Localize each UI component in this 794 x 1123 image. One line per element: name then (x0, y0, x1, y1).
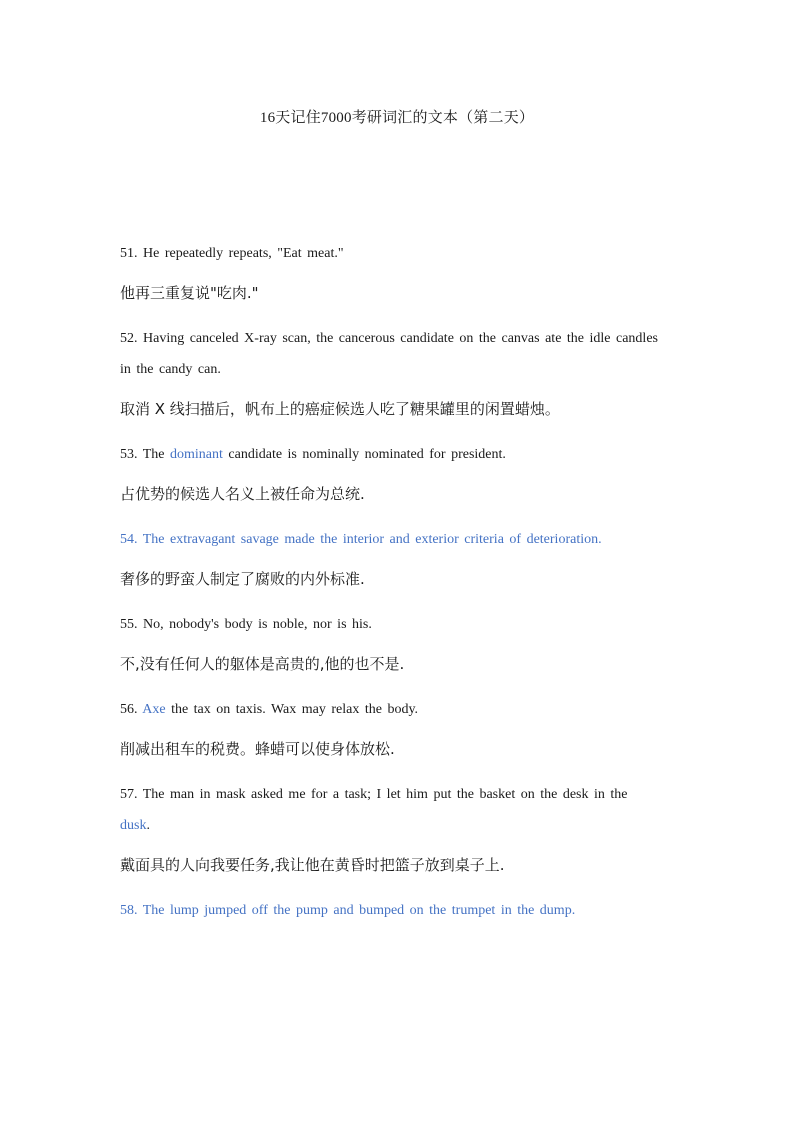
entry-54-chinese: 奢侈的野蛮人制定了腐败的内外标准. (120, 570, 365, 588)
entry-57-english (120, 779, 660, 841)
entry-54-english (120, 524, 660, 555)
entry-57-en-text-a: 57. The man in mask asked me for a task; I let him put the basket on the desk in the (120, 787, 628, 802)
entry-54-en-highlight: 54. The extravagant savage made the interior and exterior criteria of deterioration. (120, 532, 602, 547)
entry-53-en-highlight: dominant (170, 447, 223, 462)
entry-57-chinese: 戴面具的人向我要任务,我让他在黄昏时把篮子放到桌子上. (120, 856, 505, 874)
entry-56-en-text-b: the tax on taxis. Wax may relax the body. (165, 702, 419, 717)
entry-51-chinese: 他再三重复说"吃肉." (120, 284, 259, 302)
entry-53-chinese: 占优势的候选人名义上被任命为总统. (120, 485, 365, 503)
entry-56-chinese: 削减出租车的税费。蜂蜡可以使身体放松. (120, 740, 395, 758)
entry-51-en-text: 51. He repeatedly repeats, "Eat meat." (120, 246, 344, 261)
entry-55-chinese: 不,没有任何人的躯体是高贵的,他的也不是. (120, 655, 405, 673)
entry-53-en-text-b: candidate is nominally nominated for president. (222, 447, 506, 462)
entry-53-english (120, 439, 660, 470)
entry-56-en-highlight: Axe (142, 702, 166, 717)
entry-57-en-highlight: dusk (120, 818, 147, 833)
entry-52-chinese: 取消 X 线扫描后，帆布上的癌症候选人吃了糖果罐里的闲置蜡烛。 (120, 400, 560, 418)
entry-55-en-text: 55. No, nobody's body is noble, nor is his. (120, 617, 372, 632)
document-title: 16天记住7000考研词汇的文本（第二天） (259, 110, 535, 126)
entry-52-english (120, 323, 660, 385)
document-body (120, 238, 660, 926)
entry-58-english (120, 895, 660, 926)
entry-55-english (120, 609, 660, 640)
entry-51-english (120, 238, 660, 269)
entry-52-en-text: 52. Having canceled X-ray scan, the cancerous candidate on the canvas ate the idle candles in the candy can. (120, 331, 658, 377)
entry-56-en-text-a: 56. (120, 702, 143, 717)
entry-58-en-highlight: 58. The lump jumped off the pump and bumped on the trumpet in the dump. (120, 903, 576, 918)
entry-56-english (120, 694, 660, 725)
entry-57-en-text-b: . (146, 818, 150, 833)
entry-53-en-text-a: 53. The (120, 447, 171, 462)
